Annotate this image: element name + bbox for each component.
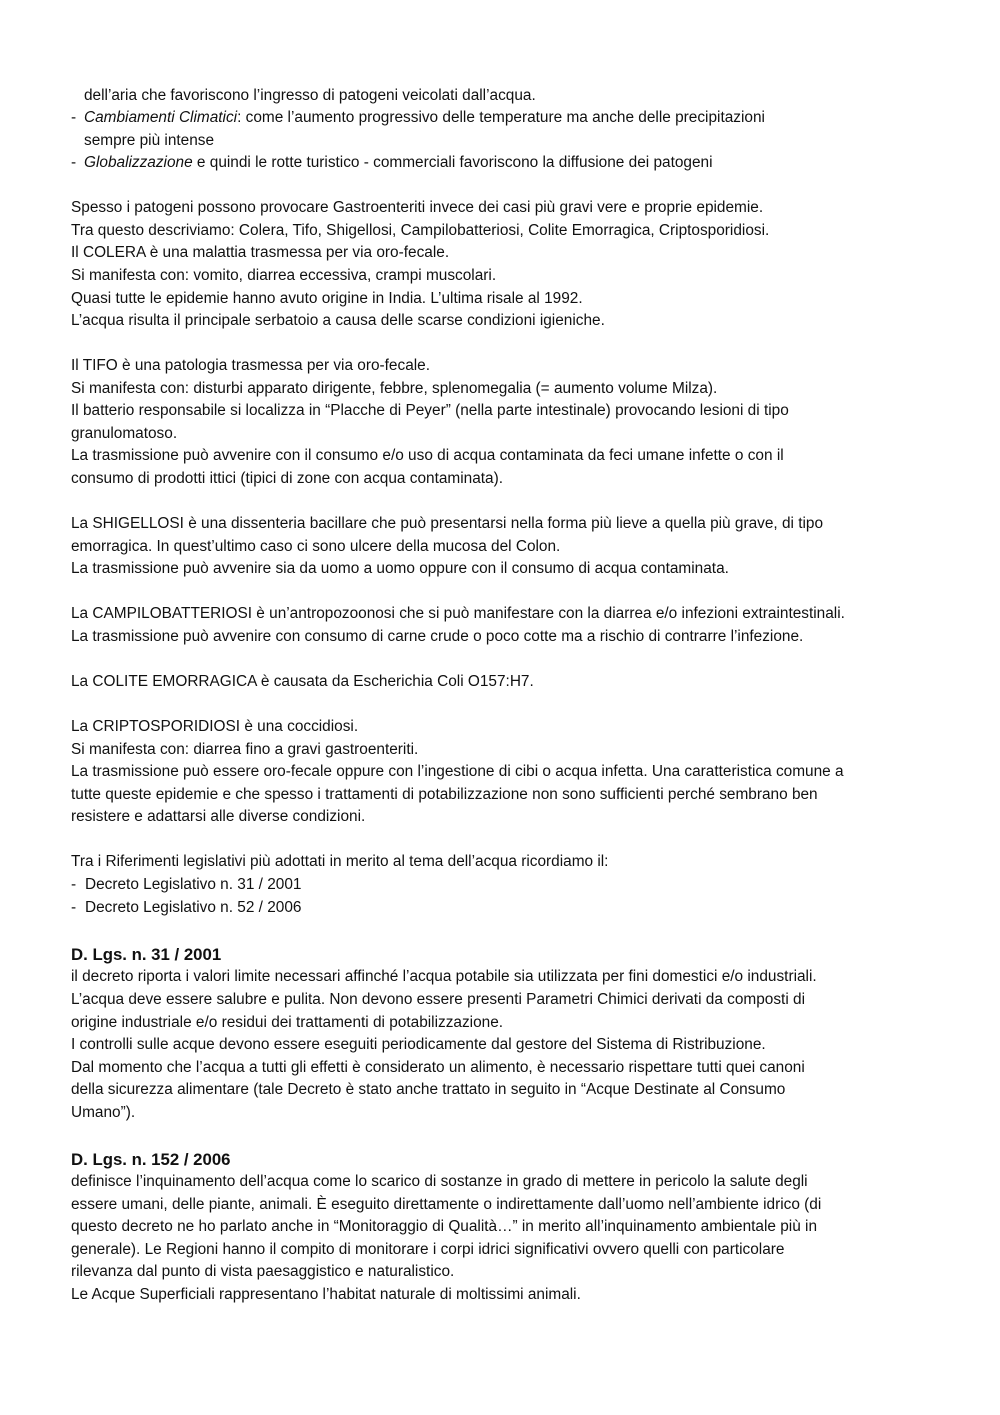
paragraph-line: Si manifesta con: disturbi apparato dirigente, febbre, splenomegalia (= aumento volume Milza).	[71, 380, 718, 397]
paragraph-line: consumo di prodotti ittici (tipici di zone con acqua contaminata).	[71, 470, 504, 487]
paragraph-line: resistere e adattarsi alle diverse condizioni.	[71, 808, 366, 825]
reference-list-item: - Decreto Legislativo n. 52 / 2006	[71, 899, 302, 916]
bullet-item-globalization: - Globalizzazione e quindi le rotte turistico - commerciali favoriscono la diffusione dei patogeni	[71, 154, 713, 171]
bullet-continuation-line: dell’aria che favoriscono l’ingresso di patogeni veicolati dall’acqua.	[84, 87, 536, 104]
paragraph-line: La trasmissione può avvenire con il consumo e/o uso di acqua contaminata da feci umane infette o con il	[71, 447, 784, 464]
paragraph-line: Dal momento che l’acqua a tutti gli effetti è considerato un alimento, è necessario rispettare tutti quei canoni	[71, 1059, 805, 1076]
paragraph-line: Quasi tutte le epidemie hanno avuto origine in India. L’ultima risale al 1992.	[71, 290, 583, 307]
paragraph-line: L’acqua deve essere salubre e pulita. Non devono essere presenti Parametri Chimici derivati da composti di	[71, 991, 806, 1008]
paragraph-line: Umano”).	[71, 1104, 136, 1121]
paragraph-line: della sicurezza alimentare (tale Decreto è stato anche trattato in seguito in “Acque Destinate al Consumo	[71, 1081, 786, 1098]
reference-item-text: Decreto Legislativo n. 31 / 2001	[85, 876, 302, 893]
bullet-text: : come l’aumento progressivo delle temperature ma anche delle precipitazioni	[237, 109, 765, 126]
paragraph-line: definisce l’inquinamento dell’acqua come lo scarico di sostanze in grado di mettere in pericolo la salute degli	[71, 1173, 808, 1190]
reference-item-text: Decreto Legislativo n. 52 / 2006	[85, 899, 302, 916]
bullet-label: Cambiamenti Climatici	[84, 109, 238, 126]
paragraph-line: Il batterio responsabile si localizza in “Placche di Peyer” (nella parte intestinale) provocando lesioni di tipo	[71, 402, 789, 419]
bullet-continuation-line: sempre più intense	[84, 132, 215, 149]
paragraph-line: il decreto riporta i valori limite necessari affinché l’acqua potabile sia utilizzata per fini domestici e/o industriali.	[71, 968, 817, 985]
paragraph-line: La trasmissione può essere oro-fecale oppure con l’ingestione di cibi o acqua infetta. Una caratteristica comune a	[71, 763, 844, 780]
paragraph-line: La trasmissione può avvenire con consumo di carne crude o poco cotte ma a rischio di contrarre l’infezione.	[71, 628, 804, 645]
paragraph-line: La CAMPILOBATTERIOSI è un’antropozoonosi che si può manifestare con la diarrea e/o infezioni extraintestinali.	[71, 605, 845, 622]
paragraph-line: generale). Le Regioni hanno il compito di monitorare i corpi idrici significativi ovvero quelli con particolare	[71, 1241, 785, 1258]
paragraph-line: tutte queste epidemie e che spesso i trattamenti di potabilizzazione non sono sufficienti perché sembrano ben	[71, 786, 818, 803]
section-heading-31-2001: D. Lgs. n. 31 / 2001	[71, 945, 222, 964]
paragraph-line: I controlli sulle acque devono essere eseguiti periodicamente dal gestore del Sistema di Ristribuzione.	[71, 1036, 766, 1053]
reference-list-item: - Decreto Legislativo n. 31 / 2001	[71, 876, 302, 893]
paragraph-line: La CRIPTOSPORIDIOSI è una coccidiosi.	[71, 718, 359, 735]
paragraph-line: Si manifesta con: diarrea fino a gravi gastroenteriti.	[71, 741, 419, 758]
paragraph-line: La trasmissione può avvenire sia da uomo a uomo oppure con il consumo di acqua contaminata.	[71, 560, 729, 577]
paragraph-line: Le Acque Superficiali rappresentano l’habitat naturale di moltissimi animali.	[71, 1286, 581, 1303]
bullet-item-climate: - Cambiamenti Climatici: come l’aumento progressivo delle temperature ma anche delle precipitazioni	[71, 109, 765, 126]
paragraph-line: La SHIGELLOSI è una dissenteria bacillare che può presentarsi nella forma più lieve a quella più grave, di tipo	[71, 515, 824, 532]
bullet-label: Globalizzazione	[84, 154, 193, 171]
paragraph-line: Spesso i patogeni possono provocare Gastroenteriti invece dei casi più gravi vere e proprie epidemie.	[71, 199, 764, 216]
paragraph-line: rilevanza dal punto di vista paesaggistico e naturalistico.	[71, 1263, 455, 1280]
bullet-text: e quindi le rotte turistico - commerciali favoriscono la diffusione dei patogeni	[192, 154, 713, 171]
paragraph-line: Il COLERA è una malattia trasmessa per via oro-fecale.	[71, 244, 450, 261]
paragraph-line: essere umani, delle piante, animali. È eseguito direttamente o indirettamente dall’uomo nell’ambiente idrico (di	[71, 1196, 822, 1213]
paragraph-line: origine industriale e/o residui dei trattamenti di potabilizzazione.	[71, 1014, 504, 1031]
paragraph-line: questo decreto ne ho parlato anche in “Monitoraggio di Qualità…” in merito all’inquinamento ambientale più in	[71, 1218, 818, 1235]
paragraph-line: Si manifesta con: vomito, diarrea eccessiva, crampi muscolari.	[71, 267, 497, 284]
section-heading-152-2006: D. Lgs. n. 152 / 2006	[71, 1150, 231, 1169]
paragraph-line: La COLITE EMORRAGICA è causata da Escherichia Coli O157:H7.	[71, 673, 534, 690]
paragraph-line: L’acqua risulta il principale serbatoio a causa delle scarse condizioni igieniche.	[71, 312, 605, 329]
paragraph-line: granulomatoso.	[71, 425, 178, 442]
paragraph-line: Il TIFO è una patologia trasmessa per via oro-fecale.	[71, 357, 431, 374]
paragraph-line: emorragica. In quest’ultimo caso ci sono ulcere della mucosa del Colon.	[71, 538, 561, 555]
paragraph-line: Tra questo descriviamo: Colera, Tifo, Shigellosi, Campilobatteriosi, Colite Emorragica, Criptosporidiosi.	[71, 222, 770, 239]
paragraph-line: Tra i Riferimenti legislativi più adottati in merito al tema dell’acqua ricordiamo il:	[71, 853, 609, 870]
